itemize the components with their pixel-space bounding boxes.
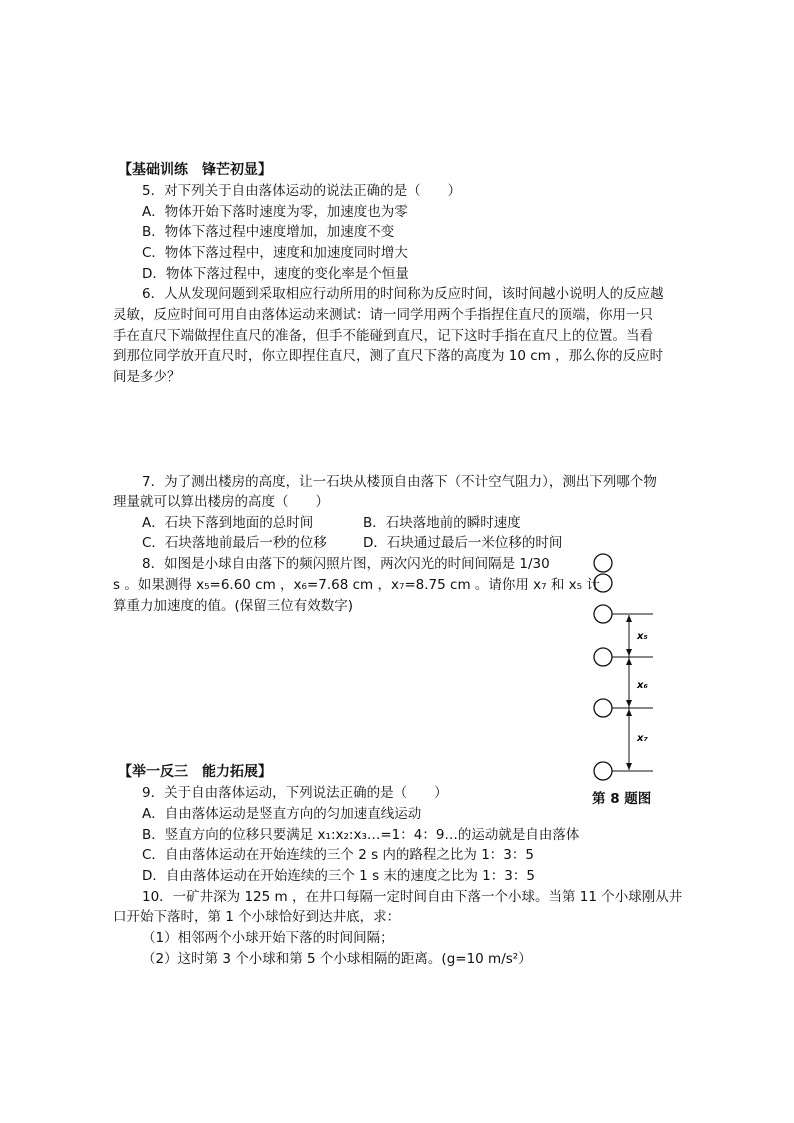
question-5-option-b: B．物体下落过程中速度增加，加速度不变 [142, 224, 395, 240]
label-x6: x₆ [637, 680, 648, 691]
question-10-line-2: 口开始下落时，第 1 个小球恰好到达井底，求： [113, 909, 401, 925]
arrow-head-x5-top [626, 615, 632, 622]
question-7-option-c: C．石块落地前最后一秒的位移 [142, 535, 327, 551]
arrow-head-x6-bottom [626, 700, 632, 707]
ball-position-5 [594, 699, 612, 717]
question-9-option-d: D．自由落体运动在开始连续的三个 1 s 末的速度之比为 1：3：5 [142, 868, 535, 884]
question-9-stem: 9．关于自由落体运动，下列说法正确的是（ ） [142, 785, 448, 801]
question-6-line-3: 手在直尺下端做捏住直尺的准备，但手不能碰到直尺，记下这时手指在直尺上的位置。当看 [113, 328, 653, 344]
question-10-sub-2: （2）这时第 3 个小球和第 5 个小球相隔的距离。(g=10 m/s²） [142, 951, 532, 967]
ball-position-1 [594, 554, 612, 572]
question-7-option-a: A．石块下落到地面的总时间 [142, 515, 314, 531]
arrow-head-x6-top [626, 658, 632, 665]
question-5-stem: 5．对下列关于自由落体运动的说法正确的是（ ） [142, 183, 462, 199]
question-7-line-2: 理量就可以算出楼房的高度（ ） [113, 494, 329, 510]
question-7-line-1: 7．为了测出楼房的高度，让一石块从楼顶自由落下（不计空气阻力），测出下列哪个物 [142, 474, 657, 490]
question-8-line-1: 8．如图是小球自由落下的频闪照片图，两次闪光的时间间隔是 1/30 [142, 556, 550, 572]
question-6-line-5: 间是多少？ [113, 369, 181, 385]
question-5-option-d: D．物体下落过程中，速度的变化率是个恒量 [142, 266, 409, 282]
section-heading-extend: 【举一反三 能力拓展】 [118, 764, 272, 780]
ball-position-3 [594, 605, 612, 623]
ball-position-4 [594, 648, 612, 666]
section-heading-basic: 【基础训练 锋芒初显】 [118, 162, 272, 178]
arrow-head-x5-bottom [626, 649, 632, 656]
arrow-head-x7-top [626, 709, 632, 716]
label-x7: x₇ [637, 733, 648, 744]
question-9-option-b: B．竖直方向的位移只要满足 x₁:x₂:x₃…=1：4：9…的运动就是自由落体 [142, 827, 580, 843]
arrow-head-x7-bottom [626, 763, 632, 770]
question-9-option-c: C．自由落体运动在开始连续的三个 2 s 内的路程之比为 1：3：5 [142, 847, 534, 863]
question-6-line-1: 6．人从发现问题到采取相应行动所用的时间称为反应时间，该时间越小说明人的反应越 [142, 286, 664, 302]
question-8-line-2: s 。如果测得 x₅=6.60 cm ，x₆=7.68 cm ，x₇=8.75 cm 。请你用 x₇ 和 x₅ 计 [113, 577, 600, 593]
question-6-line-2: 灵敏，反应时间可用自由落体运动来测试：请一同学用两个手指捏住直尺的顶端，你用一只 [113, 307, 653, 323]
question-5-option-c: C．物体下落过程中，速度和加速度同时增大 [142, 245, 408, 261]
label-x5: x₅ [637, 631, 648, 642]
question-8-line-3: 算重力加速度的值。(保留三位有效数字) [113, 598, 354, 614]
strobe-photo-figure [580, 548, 670, 818]
question-5-option-a: A．物体开始下落时速度为零，加速度也为零 [142, 204, 408, 220]
question-9-option-a: A．自由落体运动是竖直方向的匀加速直线运动 [142, 806, 422, 822]
figure-caption: 第 8 题图 [592, 791, 652, 807]
question-10-sub-1: （1）相邻两个小球开始下落的时间间隔； [142, 930, 394, 946]
question-7-option-b: B．石块落地前的瞬时速度 [363, 515, 521, 531]
ball-position-6 [594, 762, 612, 780]
question-7-option-d: D．石块通过最后一米位移的时间 [363, 535, 563, 551]
ball-position-2 [594, 574, 612, 592]
question-6-line-4: 到那位同学放开直尺时，你立即捏住直尺，测了直尺下落的高度为 10 cm ，那么你的反应时 [113, 348, 664, 364]
question-10-line-1: 10．一矿井深为 125 m ，在井口每隔一定时间自由下落一个小球。当第 11 个小球刚从井 [142, 889, 683, 905]
